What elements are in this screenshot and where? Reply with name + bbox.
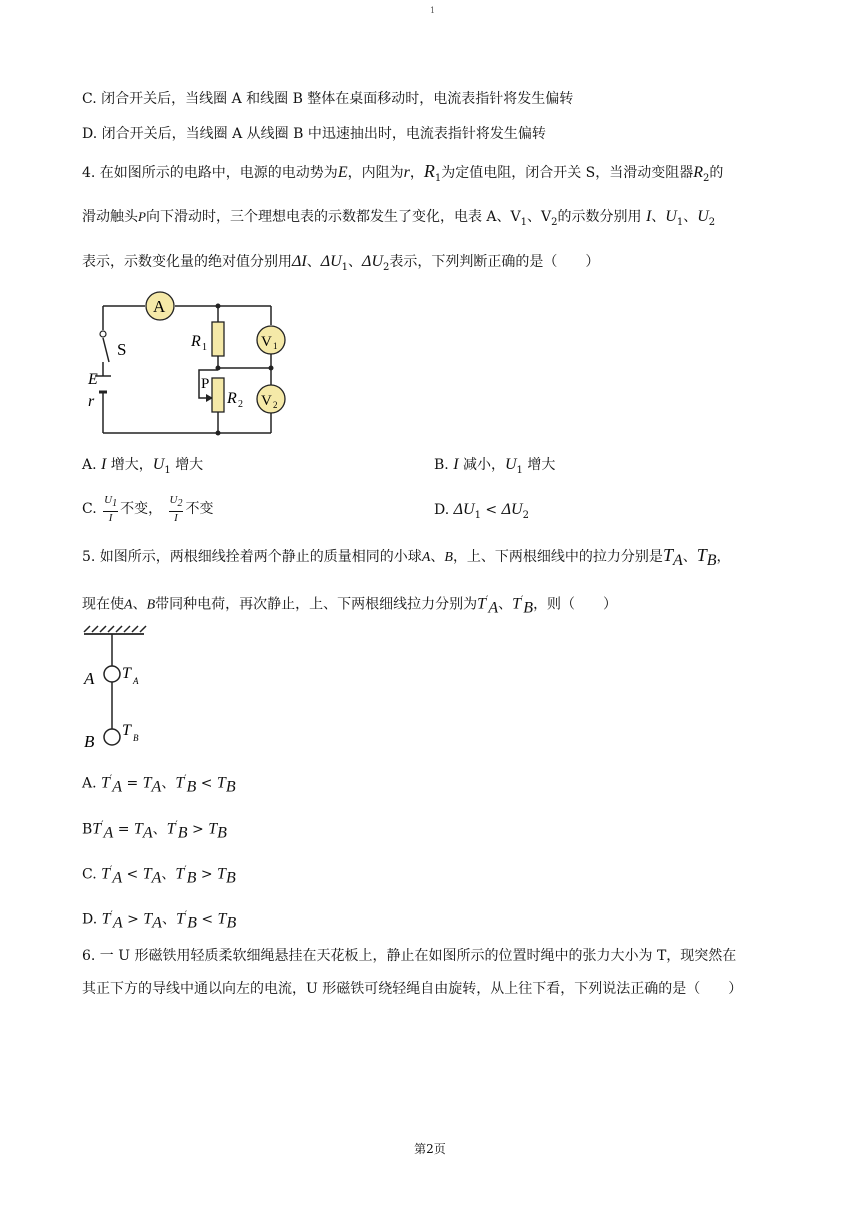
ball-a-label: A [84, 669, 95, 688]
q3-option-d: D. 闭合开关后，当线圈 A 从线圈 B 中迅速抽出时，电流表指针将发生偏转 [82, 126, 546, 142]
svg-text:1: 1 [202, 342, 207, 353]
q4-option-d: D. $\Delta U_1 < \Delta U_2$ [434, 501, 529, 521]
switch-label: S [117, 340, 127, 359]
q5-option-b: $BT'_A = T_A$、$T'_B > T_B$ [82, 820, 227, 842]
r2-label: R [227, 390, 237, 407]
q6-stem-line1: 6. 一 U 形磁铁用轻质柔软细绳悬挂在天花板上，静止在如图所示的位置时绳中的张力大小为 T，现突然在 [82, 948, 737, 964]
q4-option-c: C. $\frac{U_1}{I}$ 不变， $\frac{U_2}{I}$ 不变 [82, 494, 214, 524]
q5-option-a: A. $T'_A = T_A$、$T'_B < T_B$ [82, 774, 236, 796]
slider-p-label: P [201, 376, 210, 392]
v2-label: V [261, 393, 272, 409]
q4-stem-line3: 表示，示数变化量的绝对值分别用ΔI、$\Delta U_1$、$\Delta U_2$表示，下列判断正确的是（ ） [82, 253, 600, 273]
tension-a-label: T [122, 665, 131, 682]
tension-b-label: T [122, 722, 131, 739]
ball-a [104, 666, 120, 682]
ball-b [104, 729, 120, 745]
page-footer: 第2页 [414, 1142, 446, 1156]
svg-text:1: 1 [273, 341, 278, 351]
v1-label: V [261, 334, 272, 350]
ball-b-label: B [84, 732, 95, 751]
ammeter-label: A [153, 297, 166, 316]
q5-stem-line2: 现在使A、B带同种电荷，再次静止，上、下两根细线拉力分别为$T'_A$、$T'_B$，则（ ） [82, 595, 618, 617]
q4-option-b: B. I 减小，$U_1$ 增大 [434, 456, 556, 476]
r1-label: R [191, 333, 201, 350]
ceiling-hatch [84, 626, 146, 632]
q4-stem-line1: 4. 在如图所示的电路中，电源的电动势为E，内阻为r，$R_1$为定值电阻，闭合开关 S，当滑动变阻器$R_2$的 [82, 161, 724, 184]
q5-hanging-balls-diagram [78, 622, 178, 752]
q5-stem-line1: 5. 如图所示，两根细线拴着两个静止的质量相同的小球A、B，上、下两根细线中的拉力分别是$T_A$、$T_B$， [82, 545, 731, 569]
switch-contact [100, 331, 106, 337]
internal-r-label: r [88, 393, 95, 410]
q6-stem-line2: 其正下方的导线中通以向左的电流，U 形磁铁可绕轻绳自由旋转，从上往下看，下列说法正确的是（ ） [82, 981, 743, 997]
svg-text:2: 2 [238, 399, 243, 410]
rheostat-r2 [212, 378, 224, 412]
q4-circuit-diagram [88, 290, 295, 440]
svg-text:B: B [133, 733, 139, 743]
emf-label: E [88, 371, 98, 388]
q4-option-a: A. I 增大，$U_1$ 增大 [82, 456, 204, 476]
q4-stem-line2: 滑动触头P向下滑动时，三个理想电表的示数都发生了变化，电表 A、$V_1$、$V_2$的示数分别用 I、$U_1$、$U_2$ [82, 208, 716, 228]
page-header-mark: 1 [430, 6, 436, 15]
q5-option-d: D. $T'_A > T_A$、$T'_B < T_B$ [82, 910, 237, 932]
resistor-r1 [212, 322, 224, 356]
q3-option-c: C. 闭合开关后，当线圈 A 和线圈 B 整体在桌面移动时，电流表指针将发生偏转 [82, 91, 574, 107]
svg-text:2: 2 [273, 400, 278, 410]
svg-text:A: A [133, 676, 139, 686]
q5-option-c: C. $T'_A < T_A$、$T'_B > T_B$ [82, 865, 236, 887]
